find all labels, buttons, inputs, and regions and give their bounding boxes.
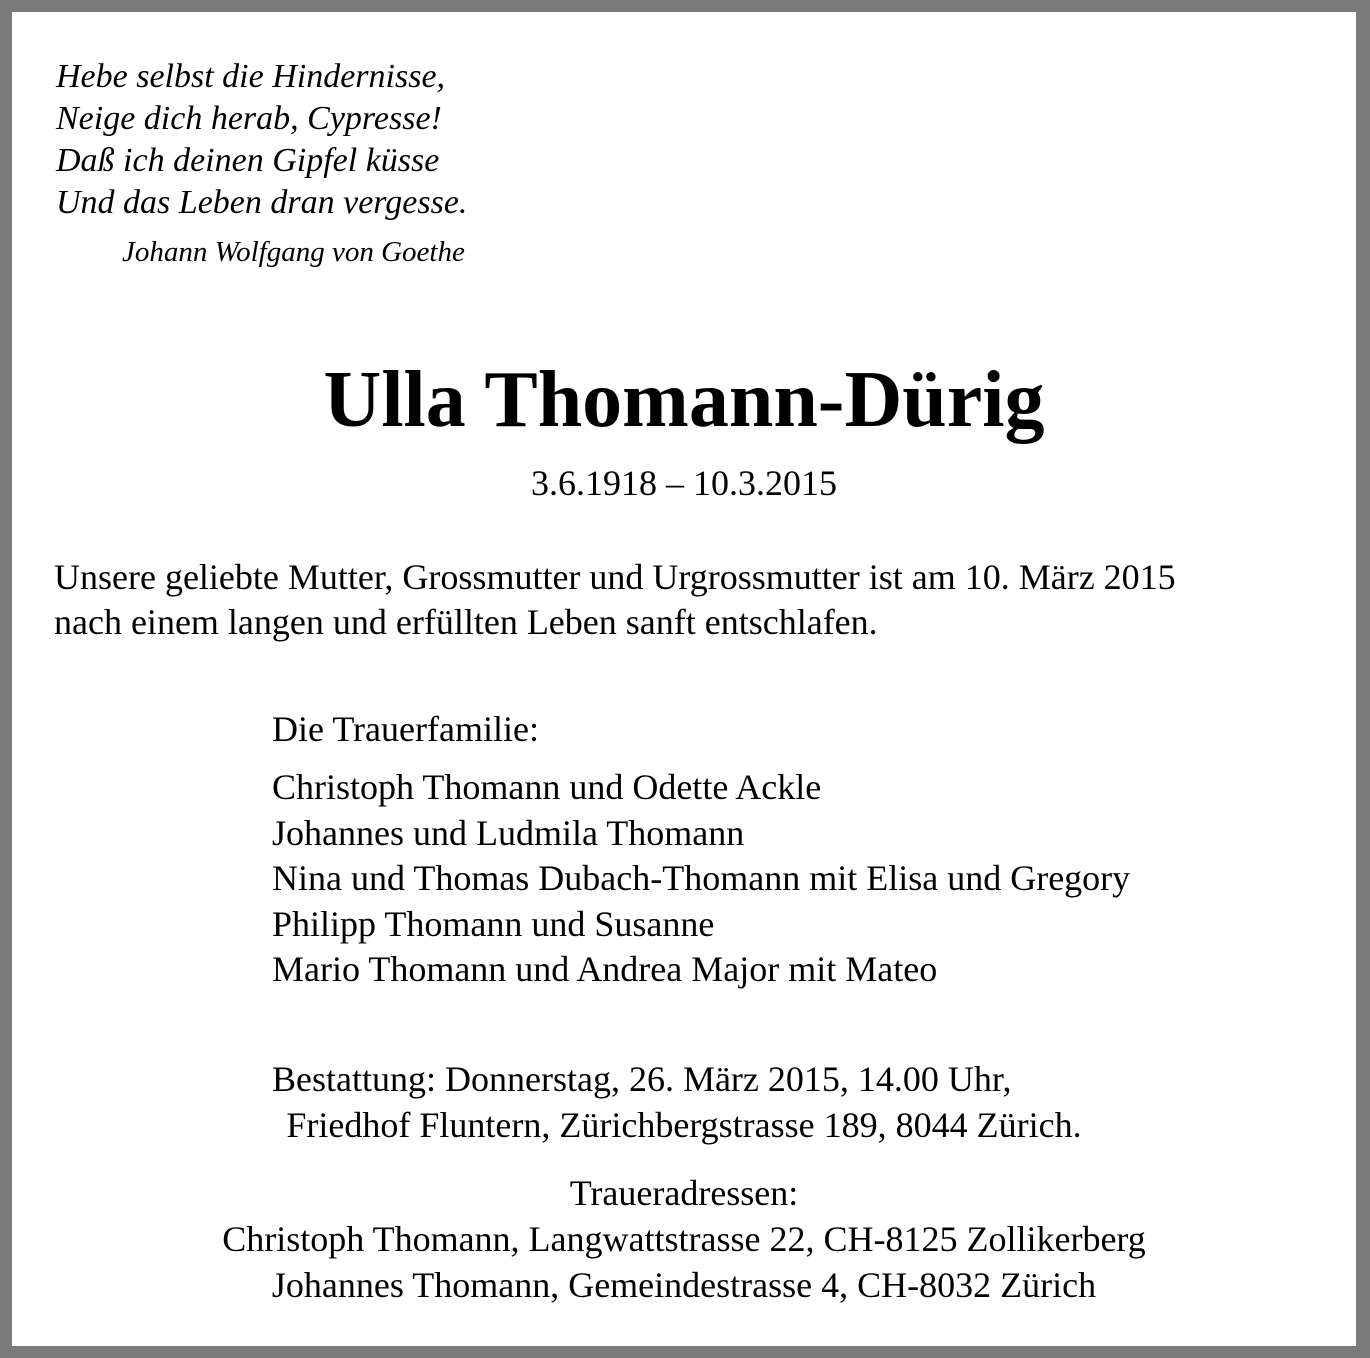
obituary-page [12, 12, 1356, 1346]
family-member: Johannes und Ludmila Thomann [272, 812, 745, 853]
life-dates: 3.6.1918 – 10.3.2015 [531, 463, 837, 503]
poem-author: Johann Wolfgang von Goethe [122, 236, 465, 268]
poem-line: Hebe selbst die Hindernisse, [56, 58, 446, 95]
addresses-heading: Traueradressen: [569, 1173, 799, 1213]
address-line: Christoph Thomann, Langwattstrasse 22, CH-8125 Zollikerberg [222, 1219, 1146, 1259]
deceased-name: Ulla Thomann-Dürig [323, 356, 1045, 444]
announcement-line: Unsere geliebte Mutter, Grossmutter und Urgrossmutter ist am 10. März 2015 [54, 557, 1176, 597]
family-member: Christoph Thomann und Odette Ackle [272, 767, 822, 807]
address-line: Johannes Thomann, Gemeindestrasse 4, CH-8032 Zürich [271, 1265, 1097, 1305]
family-member: Mario Thomann und Andrea Major mit Mateo [272, 949, 938, 989]
family-member: Nina und Thomas Dubach-Thomann mit Elisa und Gregory [272, 858, 1131, 898]
family-list [272, 765, 1130, 993]
funeral-location: Friedhof Fluntern, Zürichbergstrasse 189, 8044 Zürich. [286, 1105, 1082, 1145]
family-member: Philipp Thomann und Susanne [272, 903, 715, 944]
funeral-details [12, 1056, 1356, 1148]
family-heading: Die Trauerfamilie: [272, 709, 539, 749]
poem [56, 56, 467, 224]
mourning-addresses [12, 1170, 1356, 1308]
announcement-line: nach einem langen und erfüllten Leben sanft entschlafen. [54, 602, 878, 642]
poem-line: Neige dich herab, Cypresse! [56, 100, 442, 137]
funeral-date: Bestattung: Donnerstag, 26. März 2015, 14.00 Uhr, [272, 1059, 1012, 1099]
poem-line: Und das Leben dran vergesse. [56, 184, 468, 221]
death-announcement [54, 555, 1344, 645]
poem-line: Daß ich deinen Gipfel küsse [56, 142, 440, 179]
